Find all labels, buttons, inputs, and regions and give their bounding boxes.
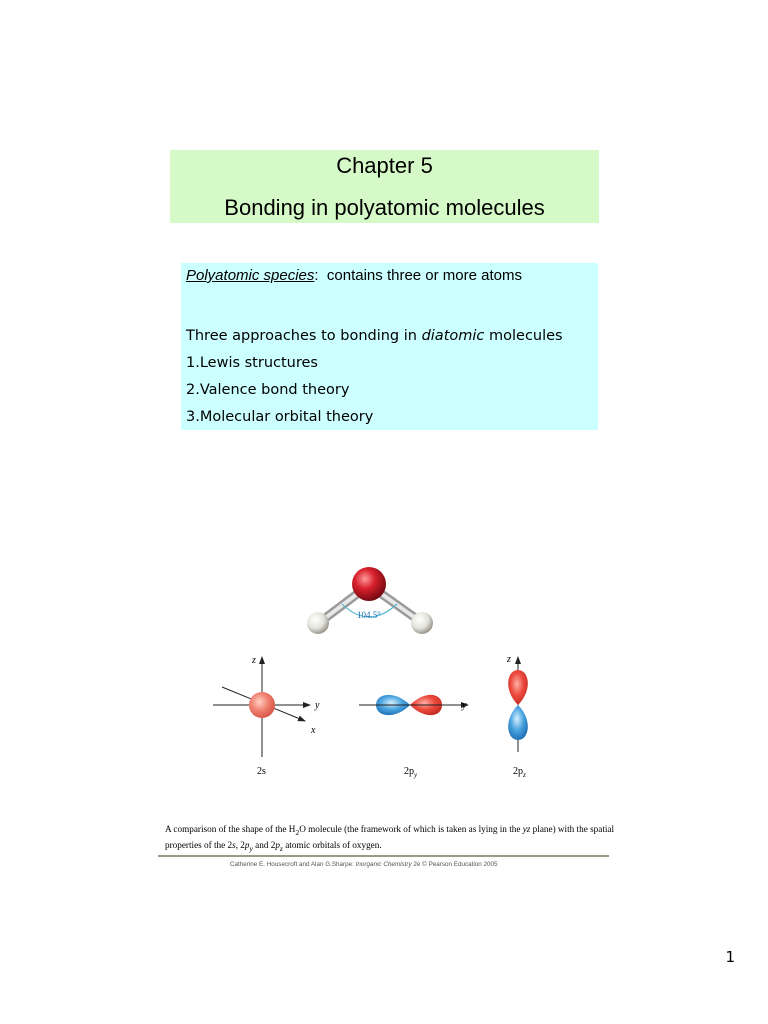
list-item-lewis: 1.Lewis structures — [186, 355, 318, 371]
x-axis-label-2s: x — [311, 725, 316, 736]
list-item-valence-bond: 2.Valence bond theory — [186, 382, 350, 398]
label-2py: $2p_y$ — [404, 766, 418, 779]
orbital-2py — [359, 695, 468, 779]
approaches-italic: diatomic — [421, 328, 485, 344]
label-2pz: $2p_z$ — [513, 766, 526, 779]
approaches-post: molecules — [484, 328, 563, 344]
blue-lobe-2pz — [508, 705, 528, 740]
chapter-label: Chapter 5 — [336, 153, 433, 178]
term-colon: : — [314, 267, 319, 284]
list-item-molecular-orbital: 3.Molecular orbital theory — [186, 409, 374, 425]
orbital-2s — [213, 655, 320, 777]
approaches-pre: Three approaches to bonding in — [186, 328, 422, 344]
angle-label: 104.5° — [357, 610, 381, 620]
y-axis-label-2s: y — [315, 700, 320, 711]
z-axis-label-2pz: z — [507, 654, 511, 665]
oxygen-atom — [352, 567, 386, 601]
hydrogen-atom-left — [307, 612, 329, 634]
hydrogen-atom-right — [411, 612, 433, 634]
caption-divider — [158, 855, 609, 857]
page-number: 1 — [725, 948, 735, 966]
source-credit: Catherine E. Housecroft and Alan G.Sharpe: Inorganic Chemistry 2e © Pearson Education 2005 — [230, 861, 498, 868]
term-definition: contains three or more atoms — [326, 267, 522, 284]
y-axis-label-2py: y — [462, 700, 467, 711]
chapter-title: Bonding in polyatomic molecules — [224, 195, 545, 220]
red-lobe-2pz — [508, 670, 528, 705]
label-2s: 2s — [257, 766, 266, 777]
orbital-2pz — [506, 654, 528, 779]
s-orbital-sphere — [249, 692, 275, 718]
water-molecule — [307, 567, 433, 634]
figure-caption: A comparison of the shape of the $H_2O$ molecule (the framework of which is taken as lying in the yz plane) with the spatial properties of the 2s, $2p_y$ and $2p_z$ atomic orbitals of oxygen. — [165, 824, 615, 854]
term-polyatomic-species: Polyatomic species — [186, 267, 315, 284]
z-axis-label-2s: z — [252, 655, 256, 666]
